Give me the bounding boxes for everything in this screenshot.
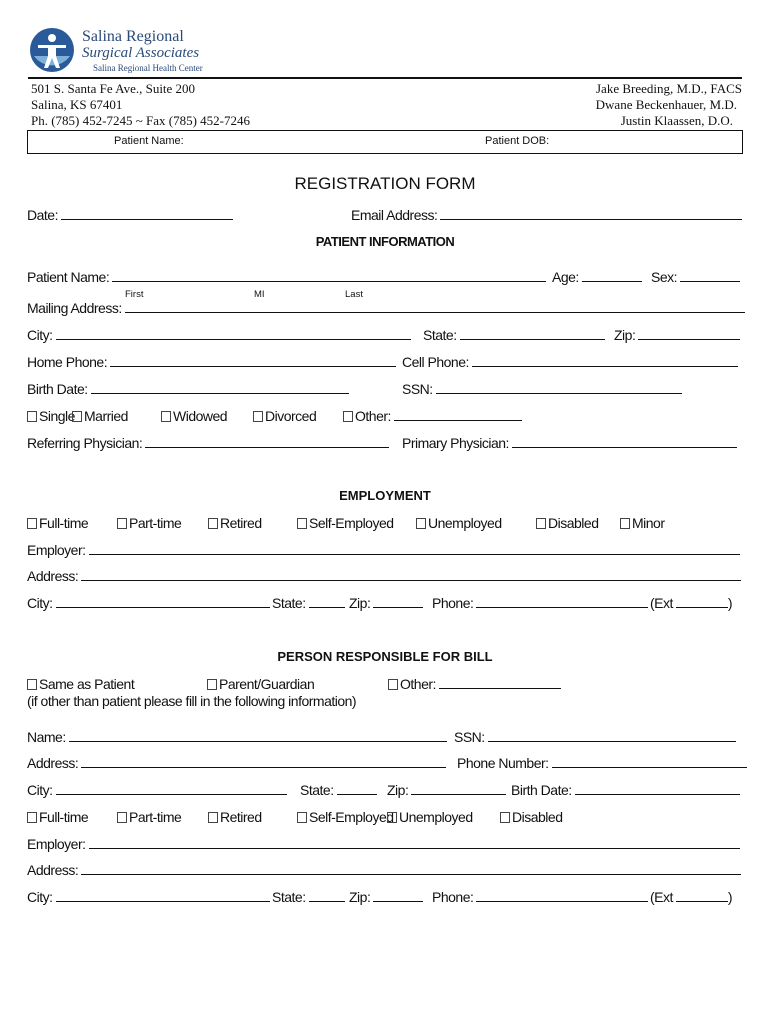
- resp-parent-guardian[interactable]: [207, 676, 314, 692]
- resp-employer-ext-close: ): [727, 889, 733, 905]
- checkbox-icon: [387, 812, 397, 823]
- checkbox-icon: [500, 812, 510, 823]
- checkbox-icon: [208, 518, 218, 529]
- checkbox-icon: [416, 518, 426, 529]
- employer-city-field[interactable]: [27, 595, 270, 611]
- state-field[interactable]: [423, 327, 605, 343]
- employer-phone-label: Phone:: [432, 595, 474, 611]
- employer-ext-close: ): [727, 595, 733, 611]
- sub-label-first: First: [125, 289, 144, 300]
- physician-3: Justin Klaassen, D.O.: [620, 113, 733, 128]
- resp-employer-phone-label: Phone:: [432, 889, 474, 905]
- header-patient-name-label: Patient Name:: [114, 135, 184, 147]
- emp-retired[interactable]: [208, 515, 262, 531]
- email-label: Email Address:: [351, 207, 438, 223]
- resp-disabled-label: Disabled: [512, 809, 563, 825]
- employer-state-label: State:: [272, 595, 306, 611]
- checkbox-icon: [536, 518, 546, 529]
- emp-self-employed[interactable]: [297, 515, 394, 531]
- ssn-field[interactable]: [402, 381, 682, 397]
- resp-retired[interactable]: [208, 809, 262, 825]
- logo-figure-icon: [28, 26, 76, 74]
- physician-2: Dwane Beckenhauer, M.D.: [595, 97, 737, 112]
- checkbox-icon: [27, 812, 37, 823]
- resp-employer-address-field[interactable]: [27, 862, 741, 878]
- resp-employer-ext-field[interactable]: [650, 889, 732, 905]
- checkbox-icon: [388, 679, 398, 690]
- marital-widowed[interactable]: [161, 408, 227, 424]
- resp-phone-number-field[interactable]: [457, 755, 747, 771]
- employer-state-field[interactable]: [272, 595, 345, 611]
- checkbox-icon: [207, 679, 217, 690]
- resp-part-time[interactable]: [117, 809, 181, 825]
- resp-employer-city-label: City:: [27, 889, 53, 905]
- emp-retired-label: Retired: [220, 515, 262, 531]
- primary-physician-field[interactable]: [402, 435, 737, 451]
- employer-address-field[interactable]: [27, 568, 741, 584]
- resp-self-employed-label: Self-Employed: [309, 809, 394, 825]
- city-label: City:: [27, 327, 53, 343]
- checkbox-icon: [117, 518, 127, 529]
- state-label: State:: [423, 327, 457, 343]
- resp-ssn-label: SSN:: [454, 729, 485, 745]
- checkbox-icon: [297, 812, 307, 823]
- emp-unemployed[interactable]: [416, 515, 502, 531]
- resp-birth-date-field[interactable]: [511, 782, 740, 798]
- resp-parent-label: Parent/Guardian: [219, 676, 315, 692]
- checkbox-icon: [620, 518, 630, 529]
- mailing-address-label: Mailing Address:: [27, 300, 122, 316]
- resp-full-time-label: Full-time: [39, 809, 89, 825]
- date-field[interactable]: [27, 207, 233, 223]
- checkbox-icon: [27, 518, 37, 529]
- checkbox-icon: [27, 679, 37, 690]
- resp-address-label: Address:: [27, 755, 79, 771]
- checkbox-icon: [161, 411, 171, 422]
- employer-address-label: Address:: [27, 568, 79, 584]
- marital-single-label: Single: [39, 408, 75, 424]
- sub-label-mi: MI: [254, 289, 265, 300]
- logo-name-line3: Salina Regional Health Center: [93, 63, 203, 73]
- sex-label: Sex:: [651, 269, 678, 285]
- address-line-1: 501 S. Santa Fe Ave., Suite 200: [31, 81, 196, 96]
- emp-minor[interactable]: [620, 515, 665, 531]
- checkbox-icon: [253, 411, 263, 422]
- employer-zip-field[interactable]: [349, 595, 423, 611]
- employer-city-label: City:: [27, 595, 53, 611]
- resp-self-employed[interactable]: [297, 809, 394, 825]
- email-field[interactable]: [351, 207, 742, 223]
- address-line-3: Ph. (785) 452-7245 ~ Fax (785) 452-7246: [31, 113, 250, 128]
- cell-phone-field[interactable]: [402, 354, 738, 370]
- resp-employer-city-field[interactable]: [27, 889, 270, 905]
- sub-label-last: Last: [345, 289, 363, 300]
- employer-zip-label: Zip:: [349, 595, 371, 611]
- patient-name-label: Patient Name:: [27, 269, 110, 285]
- birth-date-field[interactable]: [27, 381, 349, 397]
- resp-other-label: Other:: [400, 676, 436, 692]
- resp-employer-zip-field[interactable]: [349, 889, 423, 905]
- resp-same-as-patient[interactable]: [27, 676, 134, 692]
- emp-minor-label: Minor: [632, 515, 665, 531]
- form-title: REGISTRATION FORM: [294, 174, 476, 193]
- employer-label: Employer:: [27, 542, 86, 558]
- referring-physician-label: Referring Physician:: [27, 435, 143, 451]
- resp-state-label: State:: [300, 782, 334, 798]
- marital-divorced-label: Divorced: [265, 408, 317, 424]
- practice-logo: [28, 26, 76, 74]
- physician-1: Jake Breeding, M.D., FACS: [595, 81, 742, 96]
- emp-full-time-label: Full-time: [39, 515, 89, 531]
- emp-unemployed-label: Unemployed: [428, 515, 502, 531]
- resp-retired-label: Retired: [220, 809, 262, 825]
- birth-date-label: Birth Date:: [27, 381, 88, 397]
- zip-label: Zip:: [614, 327, 636, 343]
- checkbox-icon: [117, 812, 127, 823]
- emp-disabled[interactable]: [536, 515, 598, 531]
- marital-married-label: Married: [84, 408, 128, 424]
- resp-state-field[interactable]: [300, 782, 377, 798]
- primary-physician-label: Primary Physician:: [402, 435, 509, 451]
- patient-header-box: [27, 130, 743, 154]
- home-phone-field[interactable]: [27, 354, 396, 370]
- sex-field[interactable]: [651, 269, 740, 285]
- employer-ext-label: (Ext: [650, 595, 673, 611]
- zip-field[interactable]: [614, 327, 740, 343]
- resp-employer-state-label: State:: [272, 889, 306, 905]
- checkbox-icon: [297, 518, 307, 529]
- checkbox-icon: [343, 411, 353, 422]
- resp-employer-address-label: Address:: [27, 862, 79, 878]
- mailing-address-field[interactable]: [27, 300, 745, 316]
- header-divider: [28, 77, 742, 79]
- header-patient-dob-label: Patient DOB:: [485, 135, 550, 147]
- marital-other[interactable]: [343, 408, 522, 424]
- referring-physician-field[interactable]: [27, 435, 389, 451]
- resp-employer-label: Employer:: [27, 836, 86, 852]
- resp-employer-state-field[interactable]: [272, 889, 345, 905]
- resp-city-label: City:: [27, 782, 53, 798]
- checkbox-icon: [27, 411, 37, 422]
- employer-ext-field[interactable]: [650, 595, 732, 611]
- age-label: Age:: [552, 269, 579, 285]
- resp-name-field[interactable]: [27, 729, 447, 745]
- employer-field[interactable]: [27, 542, 740, 558]
- resp-disabled[interactable]: [500, 809, 562, 825]
- resp-employer-phone-field[interactable]: [432, 889, 648, 905]
- patient-name-field[interactable]: [27, 269, 546, 285]
- date-label: Date:: [27, 207, 58, 223]
- resp-ssn-field[interactable]: [454, 729, 736, 745]
- emp-full-time[interactable]: [27, 515, 88, 531]
- checkbox-icon: [72, 411, 82, 422]
- resp-same-label: Same as Patient: [39, 676, 135, 692]
- resp-phone-number-label: Phone Number:: [457, 755, 549, 771]
- emp-part-time-label: Part-time: [129, 515, 182, 531]
- address-line-2: Salina, KS 67401: [31, 97, 123, 112]
- patient-info-heading: PATIENT INFORMATION: [315, 234, 455, 249]
- resp-city-field[interactable]: [27, 782, 287, 798]
- checkbox-icon: [208, 812, 218, 823]
- cell-phone-label: Cell Phone:: [402, 354, 469, 370]
- resp-full-time[interactable]: [27, 809, 88, 825]
- resp-employer-ext-label: (Ext: [650, 889, 673, 905]
- ssn-label: SSN:: [402, 381, 433, 397]
- employment-heading: EMPLOYMENT: [339, 488, 431, 503]
- resp-name-label: Name:: [27, 729, 66, 745]
- resp-other[interactable]: [388, 676, 561, 692]
- marital-divorced[interactable]: [253, 408, 316, 424]
- logo-name-line2: Surgical Associates: [82, 45, 200, 61]
- resp-note: (if other than patient please fill in the following information): [27, 693, 357, 709]
- resp-unemployed-label: Unemployed: [399, 809, 473, 825]
- resp-employer-field[interactable]: [27, 836, 740, 852]
- resp-zip-field[interactable]: [387, 782, 506, 798]
- emp-self-employed-label: Self-Employed: [309, 515, 394, 531]
- responsible-heading: PERSON RESPONSIBLE FOR BILL: [277, 649, 493, 664]
- age-field[interactable]: [552, 269, 642, 285]
- city-field[interactable]: [27, 327, 411, 343]
- resp-zip-label: Zip:: [387, 782, 409, 798]
- emp-part-time[interactable]: [117, 515, 181, 531]
- resp-unemployed[interactable]: [387, 809, 473, 825]
- marital-single[interactable]: [27, 408, 75, 424]
- resp-address-field[interactable]: [27, 755, 446, 771]
- logo-name-line1: Salina Regional: [82, 28, 184, 45]
- resp-employer-zip-label: Zip:: [349, 889, 371, 905]
- marital-married[interactable]: [72, 408, 128, 424]
- home-phone-label: Home Phone:: [27, 354, 108, 370]
- emp-disabled-label: Disabled: [548, 515, 599, 531]
- marital-widowed-label: Widowed: [173, 408, 228, 424]
- marital-other-label: Other:: [355, 408, 391, 424]
- resp-birth-date-label: Birth Date:: [511, 782, 572, 798]
- resp-part-time-label: Part-time: [129, 809, 182, 825]
- employer-phone-field[interactable]: [432, 595, 648, 611]
